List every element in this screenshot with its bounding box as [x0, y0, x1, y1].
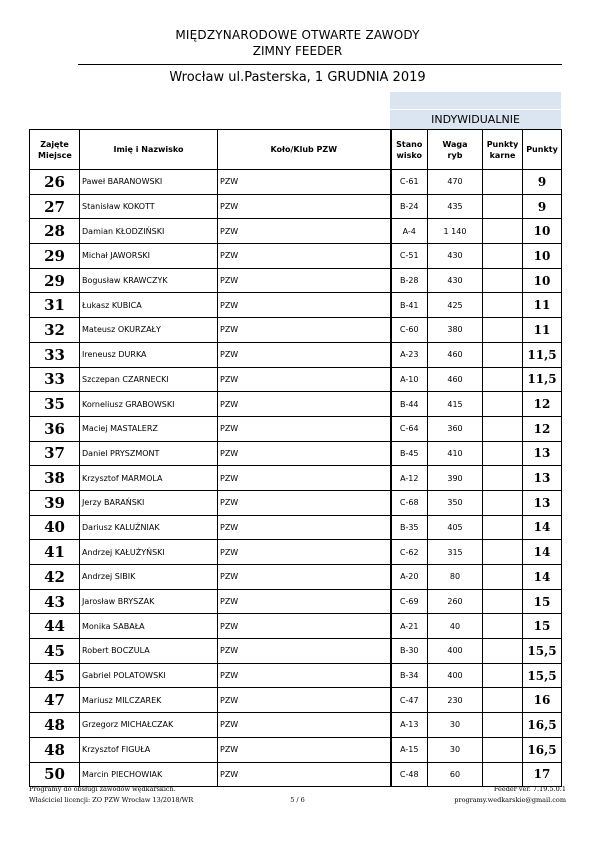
penalty-cell	[483, 762, 523, 787]
name-cell: Mariusz MILCZAREK	[80, 688, 218, 713]
penalty-cell	[483, 466, 523, 491]
club-cell: PZW	[218, 194, 391, 219]
place-cell: 41	[30, 540, 80, 565]
stand-cell: C-68	[391, 490, 428, 515]
penalty-cell	[483, 367, 523, 392]
name-cell: Szczepan CZARNECKI	[80, 367, 218, 392]
club-cell: PZW	[218, 342, 391, 367]
place-cell: 35	[30, 392, 80, 417]
place-cell: 33	[30, 367, 80, 392]
penalty-cell	[483, 244, 523, 269]
place-cell: 37	[30, 441, 80, 466]
stand-cell: C-62	[391, 540, 428, 565]
name-cell: Krzysztof MARMOLA	[80, 466, 218, 491]
footer-software: Programy do obsługi zawodów wędkarskich.	[29, 785, 176, 793]
place-cell: 26	[30, 170, 80, 195]
competition-subtitle: ZIMNY FEEDER	[252, 44, 343, 58]
points-cell: 15	[523, 614, 562, 639]
name-cell: Andrzej KAŁUŻYŃSKI	[80, 540, 218, 565]
table-row	[30, 614, 562, 639]
club-cell: PZW	[218, 540, 391, 565]
name-cell: Maciej MASTALERZ	[80, 416, 218, 441]
table-row	[30, 540, 562, 565]
points-cell: 13	[523, 490, 562, 515]
weight-cell: 1 140	[428, 219, 483, 244]
table-row	[30, 639, 562, 664]
club-cell: PZW	[218, 441, 391, 466]
weight-cell: 460	[428, 342, 483, 367]
stand-cell: C-69	[391, 589, 428, 614]
club-cell: PZW	[218, 589, 391, 614]
points-cell: 12	[523, 416, 562, 441]
page-number: 5 / 6	[290, 796, 305, 804]
club-cell: PZW	[218, 762, 391, 787]
points-cell: 15,5	[523, 639, 562, 664]
weight-cell: 30	[428, 713, 483, 738]
name-cell: Ireneusz DURKA	[80, 342, 218, 367]
penalty-cell	[483, 713, 523, 738]
name-cell: Jerzy BARAŃSKI	[80, 490, 218, 515]
table-row	[30, 490, 562, 515]
table-row	[30, 466, 562, 491]
stand-cell: C-48	[391, 762, 428, 787]
penalty-cell	[483, 663, 523, 688]
weight-cell: 40	[428, 614, 483, 639]
name-cell: Marcin PIECHOWIAK	[80, 762, 218, 787]
name-cell: Bogusław KRAWCZYK	[80, 268, 218, 293]
points-cell: 13	[523, 466, 562, 491]
col-header-place: Zajęte Miejsce	[30, 130, 80, 170]
weight-cell: 380	[428, 318, 483, 343]
points-cell: 14	[523, 565, 562, 590]
name-cell: Damian KŁODZIŃSKI	[80, 219, 218, 244]
club-cell: PZW	[218, 663, 391, 688]
table-row	[30, 318, 562, 343]
col-header-stand: Stano wisko	[391, 130, 428, 170]
place-cell: 28	[30, 219, 80, 244]
footer-email: programy.wedkarskie@gmail.com	[454, 796, 566, 804]
place-cell: 47	[30, 688, 80, 713]
club-cell: PZW	[218, 268, 391, 293]
weight-cell: 360	[428, 416, 483, 441]
name-cell: Dariusz KALUŹNIAK	[80, 515, 218, 540]
table-row	[30, 194, 562, 219]
col-header-penalty: Punkty karne	[483, 130, 523, 170]
stand-cell: C-47	[391, 688, 428, 713]
name-cell: Stanisław KOKOTT	[80, 194, 218, 219]
penalty-cell	[483, 342, 523, 367]
name-cell: Daniel PRYSZMONT	[80, 441, 218, 466]
stand-cell: A-21	[391, 614, 428, 639]
weight-cell: 430	[428, 268, 483, 293]
points-cell: 12	[523, 392, 562, 417]
place-cell: 29	[30, 268, 80, 293]
stand-cell: B-45	[391, 441, 428, 466]
penalty-cell	[483, 318, 523, 343]
place-cell: 29	[30, 244, 80, 269]
penalty-cell	[483, 194, 523, 219]
col-header-weight: Waga ryb	[428, 130, 483, 170]
name-cell: Robert BOCZULA	[80, 639, 218, 664]
penalty-cell	[483, 614, 523, 639]
club-cell: PZW	[218, 219, 391, 244]
table-row	[30, 268, 562, 293]
points-cell: 16,5	[523, 713, 562, 738]
table-row	[30, 392, 562, 417]
weight-cell: 390	[428, 466, 483, 491]
club-cell: PZW	[218, 490, 391, 515]
club-cell: PZW	[218, 416, 391, 441]
place-cell: 50	[30, 762, 80, 787]
place-cell: 48	[30, 713, 80, 738]
penalty-cell	[483, 688, 523, 713]
club-cell: PZW	[218, 293, 391, 318]
table-row	[30, 170, 562, 195]
stand-cell: B-24	[391, 194, 428, 219]
col-header-club: Koło/Klub PZW	[218, 130, 391, 170]
points-cell: 14	[523, 540, 562, 565]
place-cell: 32	[30, 318, 80, 343]
place-cell: 48	[30, 737, 80, 762]
weight-cell: 80	[428, 565, 483, 590]
club-cell: PZW	[218, 244, 391, 269]
table-row	[30, 342, 562, 367]
club-cell: PZW	[218, 515, 391, 540]
name-cell: Jarosław BRYSZAK	[80, 589, 218, 614]
table-row	[30, 416, 562, 441]
weight-cell: 410	[428, 441, 483, 466]
section-label: INDYWIDUALNIE	[390, 109, 561, 130]
penalty-cell	[483, 293, 523, 318]
club-cell: PZW	[218, 318, 391, 343]
weight-cell: 315	[428, 540, 483, 565]
weight-cell: 400	[428, 663, 483, 688]
penalty-cell	[483, 737, 523, 762]
weight-cell: 470	[428, 170, 483, 195]
stand-cell: A-10	[391, 367, 428, 392]
footer-version: Feeder ver. 7.19.5.0.1	[493, 785, 566, 793]
place-cell: 40	[30, 515, 80, 540]
points-cell: 14	[523, 515, 562, 540]
name-cell: Korneliusz GRABOWSKI	[80, 392, 218, 417]
points-cell: 11,5	[523, 367, 562, 392]
table-row	[30, 367, 562, 392]
table-row	[30, 589, 562, 614]
stand-cell: A-20	[391, 565, 428, 590]
table-row	[30, 737, 562, 762]
stand-cell: C-64	[391, 416, 428, 441]
points-cell: 10	[523, 268, 562, 293]
table-row	[30, 688, 562, 713]
points-cell: 10	[523, 244, 562, 269]
stand-cell: A-13	[391, 713, 428, 738]
stand-cell: C-51	[391, 244, 428, 269]
name-cell: Andrzej SIBIK	[80, 565, 218, 590]
points-cell: 11,5	[523, 342, 562, 367]
penalty-cell	[483, 268, 523, 293]
weight-cell: 435	[428, 194, 483, 219]
place-cell: 27	[30, 194, 80, 219]
name-cell: Mateusz OKURZAŁY	[80, 318, 218, 343]
club-cell: PZW	[218, 737, 391, 762]
stand-cell: A-23	[391, 342, 428, 367]
penalty-cell	[483, 515, 523, 540]
points-cell: 16,5	[523, 737, 562, 762]
table-row	[30, 219, 562, 244]
stand-cell: C-60	[391, 318, 428, 343]
weight-cell: 230	[428, 688, 483, 713]
club-cell: PZW	[218, 367, 391, 392]
stand-cell: A-4	[391, 219, 428, 244]
place-cell: 44	[30, 614, 80, 639]
col-header-name: Imię i Nazwisko	[80, 130, 218, 170]
name-cell: Krzysztof FIGUŁA	[80, 737, 218, 762]
points-cell: 15,5	[523, 663, 562, 688]
stand-cell: B-44	[391, 392, 428, 417]
weight-cell: 60	[428, 762, 483, 787]
points-cell: 16	[523, 688, 562, 713]
competition-title: MIĘDZYNARODOWE OTWARTE ZAWODY	[175, 28, 420, 42]
penalty-cell	[483, 589, 523, 614]
name-cell: Monika SABAŁA	[80, 614, 218, 639]
penalty-cell	[483, 639, 523, 664]
place-cell: 42	[30, 565, 80, 590]
stand-cell: B-34	[391, 663, 428, 688]
footer-license: Właściciel licencji: ZO PZW Wrocław 13/2018/WR	[29, 796, 194, 804]
table-row	[30, 441, 562, 466]
results-table	[29, 129, 562, 787]
name-cell: Paweł BARANOWSKI	[80, 170, 218, 195]
penalty-cell	[483, 170, 523, 195]
stand-cell: C-61	[391, 170, 428, 195]
points-cell: 17	[523, 762, 562, 787]
points-cell: 9	[523, 194, 562, 219]
points-cell: 10	[523, 219, 562, 244]
place-cell: 43	[30, 589, 80, 614]
club-cell: PZW	[218, 688, 391, 713]
weight-cell: 400	[428, 639, 483, 664]
points-cell: 15	[523, 589, 562, 614]
points-cell: 13	[523, 441, 562, 466]
col-header-points: Punkty	[523, 130, 562, 170]
title-divider	[78, 64, 562, 65]
table-row	[30, 663, 562, 688]
penalty-cell	[483, 540, 523, 565]
place-cell: 45	[30, 639, 80, 664]
table-row	[30, 515, 562, 540]
points-cell: 11	[523, 293, 562, 318]
weight-cell: 425	[428, 293, 483, 318]
section-shade	[390, 92, 561, 109]
weight-cell: 405	[428, 515, 483, 540]
stand-cell: A-15	[391, 737, 428, 762]
weight-cell: 350	[428, 490, 483, 515]
table-header-row	[30, 130, 562, 170]
table-row	[30, 565, 562, 590]
points-cell: 11	[523, 318, 562, 343]
club-cell: PZW	[218, 713, 391, 738]
place-cell: 33	[30, 342, 80, 367]
table-row	[30, 293, 562, 318]
club-cell: PZW	[218, 170, 391, 195]
name-cell: Michał JAWORSKI	[80, 244, 218, 269]
club-cell: PZW	[218, 614, 391, 639]
name-cell: Łukasz KUBICA	[80, 293, 218, 318]
table-row	[30, 762, 562, 787]
weight-cell: 430	[428, 244, 483, 269]
place-cell: 45	[30, 663, 80, 688]
name-cell: Gabriel POLATOWSKI	[80, 663, 218, 688]
place-cell: 36	[30, 416, 80, 441]
weight-cell: 415	[428, 392, 483, 417]
penalty-cell	[483, 565, 523, 590]
stand-cell: B-30	[391, 639, 428, 664]
stand-cell: B-35	[391, 515, 428, 540]
table-row	[30, 244, 562, 269]
penalty-cell	[483, 490, 523, 515]
stand-cell: A-12	[391, 466, 428, 491]
penalty-cell	[483, 416, 523, 441]
club-cell: PZW	[218, 639, 391, 664]
weight-cell: 30	[428, 737, 483, 762]
points-cell: 9	[523, 170, 562, 195]
table-row	[30, 713, 562, 738]
place-cell: 39	[30, 490, 80, 515]
penalty-cell	[483, 392, 523, 417]
location-date: Wrocław ul.Pasterska, 1 GRUDNIA 2019	[169, 70, 426, 85]
club-cell: PZW	[218, 466, 391, 491]
club-cell: PZW	[218, 392, 391, 417]
penalty-cell	[483, 219, 523, 244]
weight-cell: 260	[428, 589, 483, 614]
weight-cell: 460	[428, 367, 483, 392]
stand-cell: B-28	[391, 268, 428, 293]
penalty-cell	[483, 441, 523, 466]
club-cell: PZW	[218, 565, 391, 590]
stand-cell: B-41	[391, 293, 428, 318]
place-cell: 31	[30, 293, 80, 318]
name-cell: Grzegorz MICHAŁCZAK	[80, 713, 218, 738]
place-cell: 38	[30, 466, 80, 491]
